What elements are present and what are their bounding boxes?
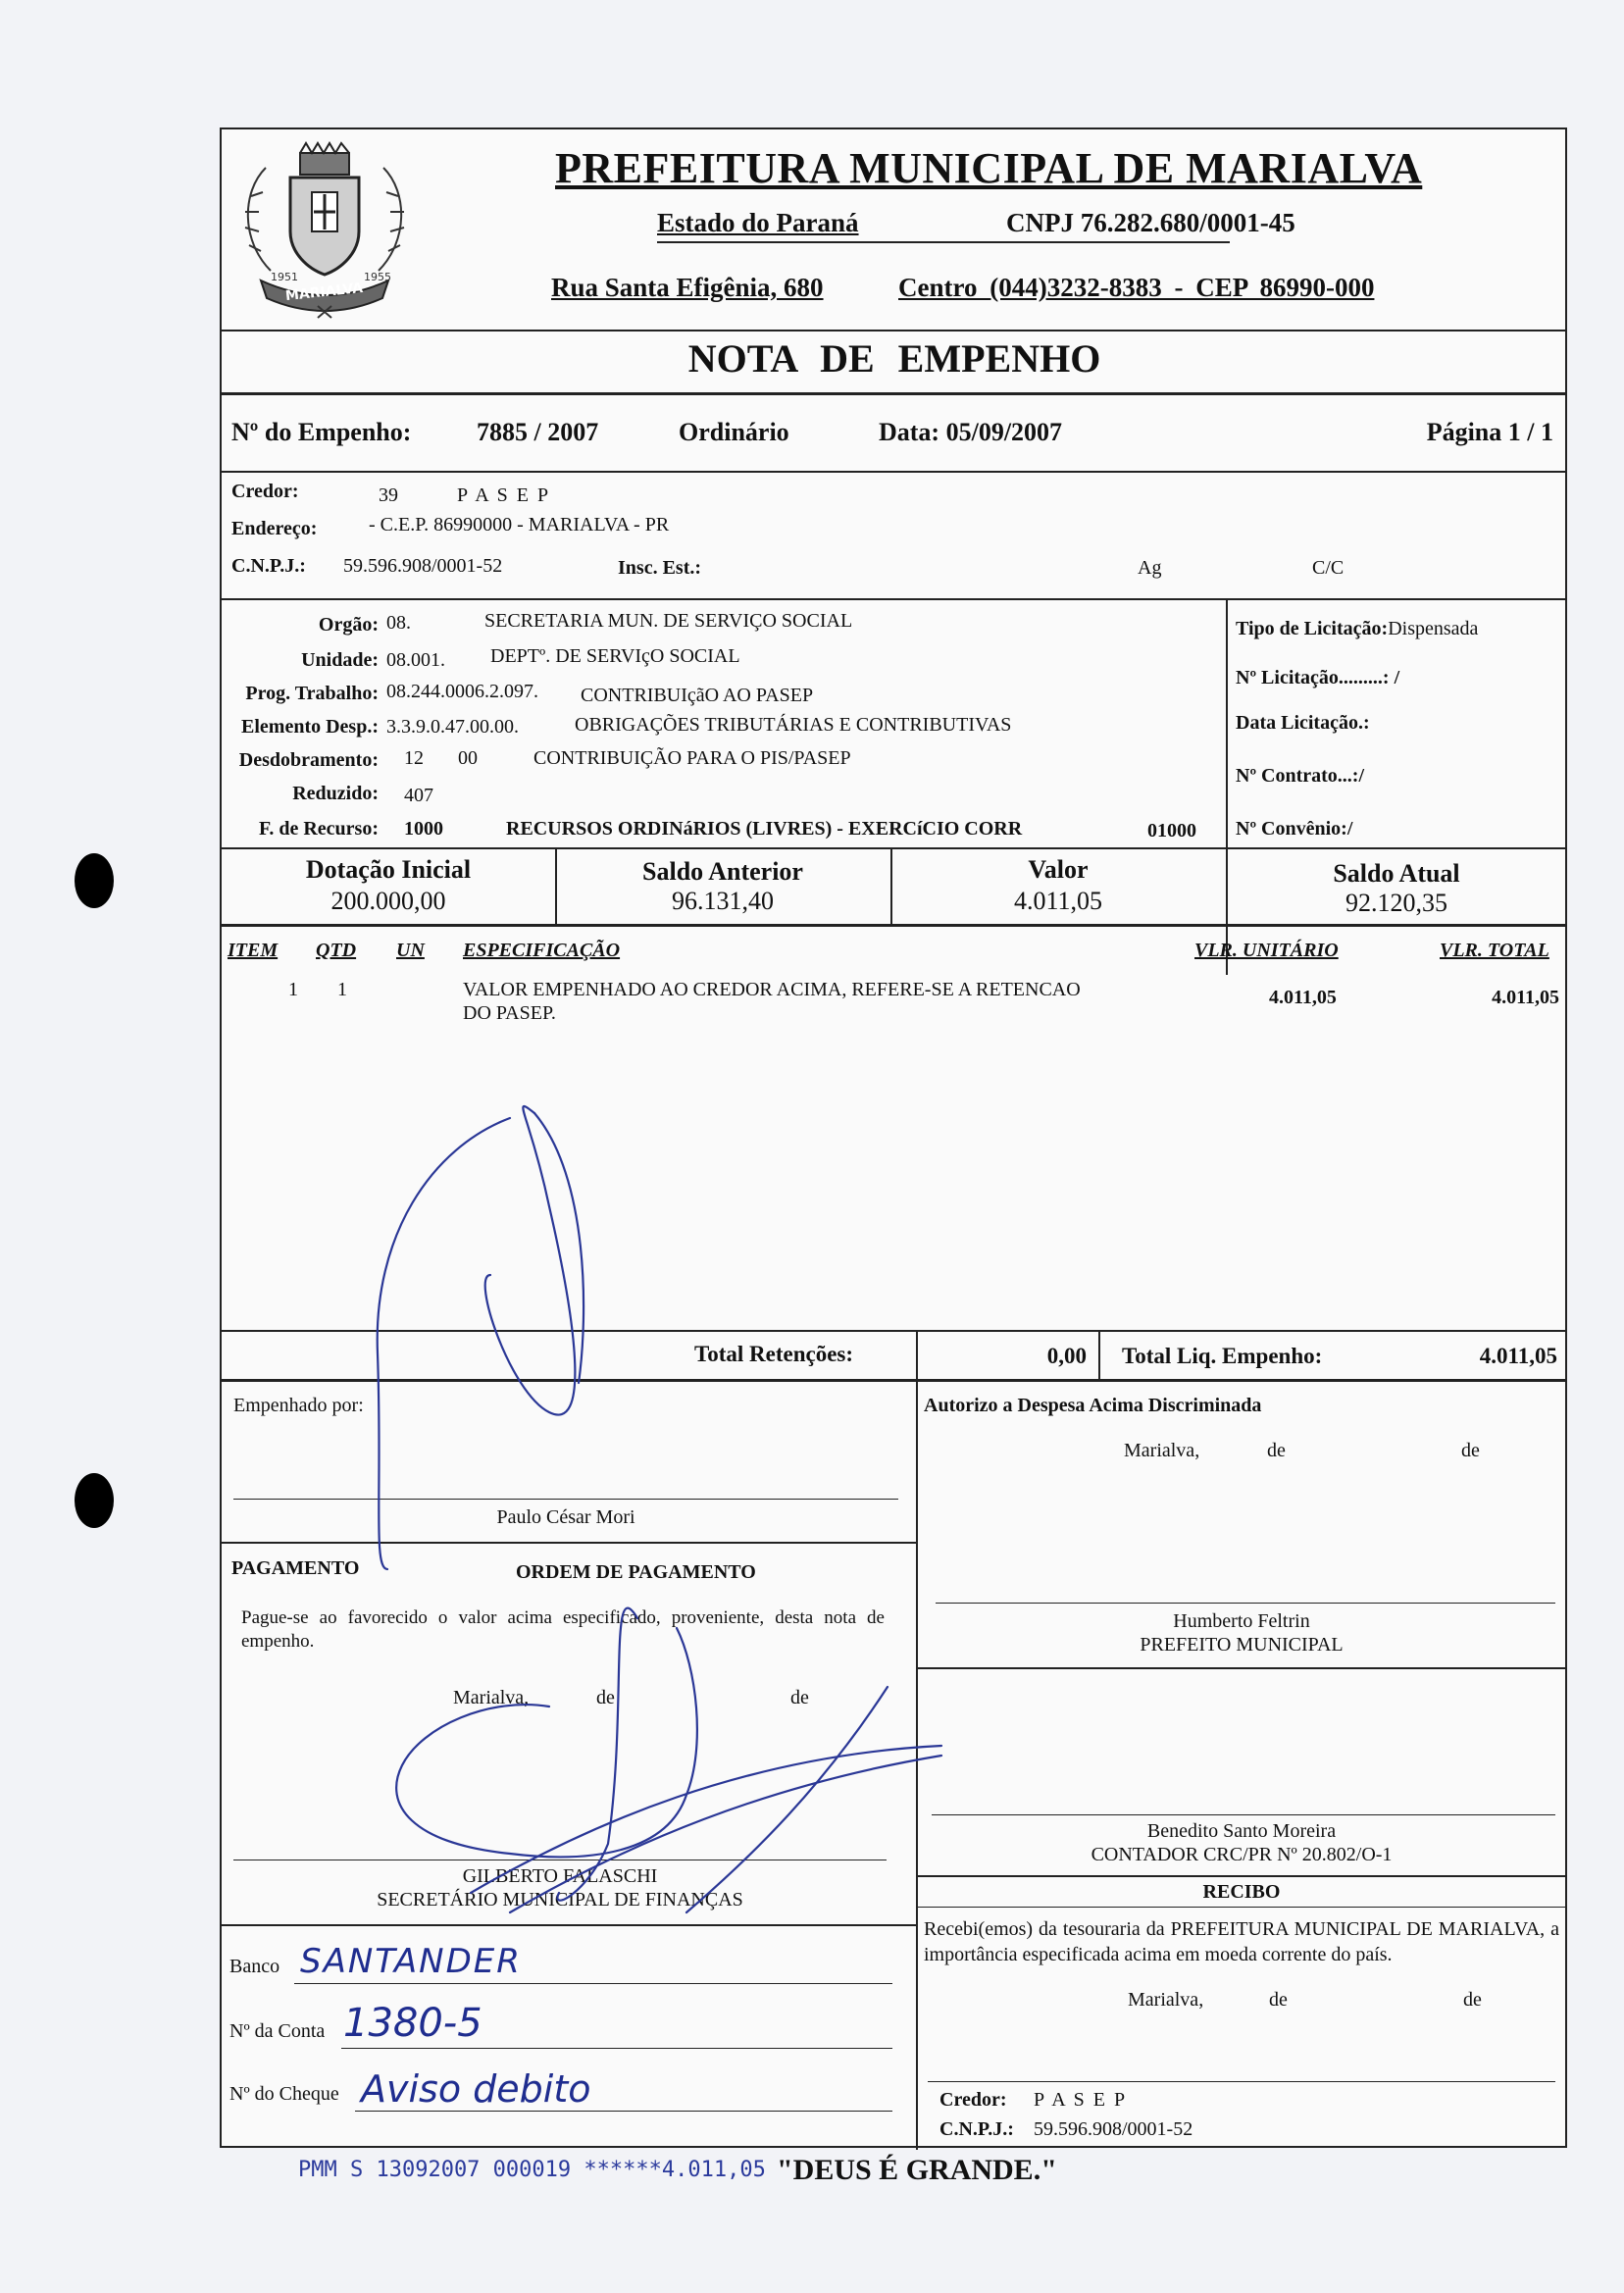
conta-handwritten: 1380-5 — [343, 2001, 482, 2046]
nota-de-empenho-document — [220, 127, 1567, 2148]
saldo-anterior-label: Saldo Anterior — [642, 857, 803, 886]
data-licitacao: Data Licitação.: — [1236, 712, 1370, 734]
elemento-desp-desc: OBRIGAÇÕES TRIBUTÁRIAS E CONTRIBUTIVAS — [575, 714, 1012, 736]
credor-name: P A S E P — [457, 484, 551, 506]
conta-line — [341, 2048, 892, 2049]
empenho-date: Data: 05/09/2007 — [879, 418, 1063, 446]
row-divider — [222, 392, 1567, 395]
insc-est-label: Insc. Est.: — [618, 557, 702, 579]
row-divider — [222, 1379, 1567, 1382]
recibo-city: Marialva, — [1128, 1989, 1204, 2011]
empenho-number: 7885 / 2007 — [477, 418, 599, 446]
vlr-unitario-header: VLR. UNITÁRIO — [1194, 940, 1339, 961]
row-divider — [222, 1924, 916, 1926]
desdobramento-code: 12 00 — [404, 747, 478, 769]
header-divider-line — [657, 241, 1230, 243]
autorizo-signature-line — [936, 1603, 1555, 1604]
reduzido-label: Reduzido: — [292, 783, 379, 804]
row-divider — [222, 1330, 1567, 1332]
col-divider — [1098, 1330, 1100, 1379]
elemento-desp-label: Elemento Desp.: — [241, 716, 379, 738]
dotacao-inicial-value: 200.000,00 — [330, 887, 446, 915]
cnpj-value: 59.596.908/0001-52 — [343, 555, 503, 577]
total-liq-label: Total Liq. Empenho: — [1122, 1344, 1323, 1368]
unidade-label: Unidade: — [301, 649, 379, 671]
svg-text:MARIALVA: MARIALVA — [284, 280, 364, 305]
col-divider — [1226, 598, 1228, 975]
header-address: Rua Santa Efigênia, 680 — [551, 273, 824, 302]
header-cnpj: CNPJ 76.282.680/0001-45 — [1006, 208, 1295, 237]
empenhado-name: Paulo César Mori — [496, 1506, 635, 1528]
recibo-title: RECIBO — [1202, 1881, 1281, 1903]
autorizo-city: Marialva, — [1124, 1440, 1200, 1461]
recibo-de-1: de — [1269, 1989, 1288, 2011]
conta-label: Nº da Conta — [229, 2020, 326, 2042]
tipo-licitacao-label — [1236, 618, 1478, 640]
tipo-licitacao-label-text: Tipo de Licitação: — [1236, 618, 1389, 639]
orgao-code: 08. — [386, 612, 411, 634]
pagamento-city: Marialva, — [453, 1687, 530, 1708]
contador-signature-line — [932, 1814, 1555, 1815]
recibo-cnpj-label: C.N.P.J.: — [939, 2118, 1014, 2140]
endereco-label: Endereço: — [231, 518, 318, 539]
autorizo-de-2: de — [1461, 1440, 1480, 1461]
elemento-desp-code: 3.3.9.0.47.00.00. — [386, 716, 519, 738]
numero-convenio: Nº Convênio:/ — [1236, 818, 1353, 840]
valor-value: 4.011,05 — [1013, 887, 1103, 915]
unidade-code: 08.001. — [386, 649, 445, 671]
row-divider — [916, 1907, 1567, 1908]
credor-code: 39 — [379, 484, 398, 506]
banco-handwritten: SANTANDER — [300, 1942, 522, 1981]
cc-label: C/C — [1312, 557, 1345, 579]
prog-trabalho-desc: CONTRIBUIçãO AO PASEP — [581, 685, 814, 706]
row-divider — [222, 847, 1567, 849]
contador-role: CONTADOR CRC/PR Nº 20.802/O-1 — [1091, 1844, 1393, 1865]
banco-line — [294, 1983, 892, 1984]
cheque-label: Nº do Cheque — [229, 2083, 339, 2105]
tipo-licitacao-value: Dispensada — [1388, 618, 1479, 639]
row-divider — [222, 1542, 916, 1544]
prog-trabalho-code: 08.244.0006.2.097. — [386, 681, 538, 702]
desdobramento-desc: CONTRIBUIÇÃO PARA O PIS/PASEP — [533, 747, 851, 769]
row-divider — [222, 924, 1567, 927]
empenho-label: Nº do Empenho: — [231, 418, 412, 446]
contador-name: Benedito Santo Moreira — [1146, 1820, 1337, 1842]
header-contact: Centro (044)3232-8383 - CEP 86990-000 — [898, 273, 1375, 302]
col-divider — [916, 1379, 918, 2150]
recibo-credor-label: Credor: — [939, 2089, 1007, 2111]
header-title: PREFEITURA MUNICIPAL DE MARIALVA — [555, 144, 1423, 192]
recurso-label: F. de Recurso: — [258, 818, 379, 840]
recibo-signature-line — [928, 2081, 1555, 2082]
recurso-number: 01000 — [1147, 820, 1196, 841]
item-qtd: 1 — [337, 979, 347, 1000]
recibo-credor-value: P A S E P — [1034, 2089, 1128, 2111]
footer-motto: "DEUS É GRANDE." — [777, 2154, 1057, 2186]
row-divider — [916, 1667, 1567, 1669]
ordem-pagamento-title: ORDEM DE PAGAMENTO — [516, 1561, 756, 1583]
valor-label: Valor — [1028, 855, 1089, 884]
row-divider — [222, 471, 1567, 473]
total-liq-value: 4.011,05 — [1479, 1344, 1557, 1368]
recurso-code: 1000 — [404, 818, 443, 840]
autorizo-label: Autorizo a Despesa Acima Discriminada — [924, 1395, 1262, 1416]
prog-trabalho-label: Prog. Trabalho: — [245, 683, 379, 704]
orgao-label: Orgão: — [318, 614, 379, 636]
numero-contrato: Nº Contrato...:/ — [1236, 765, 1365, 787]
pagamento-name: GILBERTO FALASCHI — [462, 1865, 658, 1887]
autorizo-role: PREFEITO MUNICIPAL — [1140, 1634, 1344, 1656]
punch-hole-bottom — [75, 1473, 114, 1528]
numero-licitacao: Nº Licitação.........: / — [1236, 667, 1400, 688]
unidade-desc: DEPTº. DE SERVIçO SOCIAL — [490, 645, 740, 667]
row-divider — [222, 598, 1567, 600]
empenho-type: Ordinário — [679, 418, 789, 446]
saldo-anterior-value: 96.131,40 — [672, 887, 774, 915]
credor-label: Credor: — [231, 481, 299, 502]
cheque-line — [355, 2111, 892, 2112]
saldo-atual-label: Saldo Atual — [1333, 859, 1460, 888]
row-divider — [222, 330, 1567, 331]
especificacao-header: ESPECIFICAÇÃO — [463, 940, 621, 961]
un-header: UN — [396, 940, 425, 961]
item-number: 1 — [288, 979, 298, 1000]
pagamento-label: PAGAMENTO — [231, 1557, 360, 1579]
total-retencoes-value: 0,00 — [1046, 1344, 1087, 1368]
municipal-crest — [231, 133, 418, 320]
orgao-desc: SECRETARIA MUN. DE SERVIÇO SOCIAL — [484, 610, 853, 632]
header-state: Estado do Paraná — [657, 208, 859, 237]
ag-label: Ag — [1138, 557, 1162, 579]
cheque-handwritten: Aviso debito — [361, 2067, 591, 2111]
cnpj-label: C.N.P.J.: — [231, 555, 306, 577]
item-espec-line1: VALOR EMPENHADO AO CREDOR ACIMA, REFERE-SE A RETENCAO — [463, 979, 1081, 1000]
pagamento-de-2: de — [790, 1687, 809, 1708]
recibo-de-2: de — [1463, 1989, 1482, 2011]
punch-hole-top — [75, 853, 114, 908]
item-espec-line2: DO PASEP. — [463, 1002, 556, 1024]
row-divider — [916, 1875, 1567, 1877]
page-number: Página 1 / 1 — [1426, 418, 1553, 446]
item-unit-value: 4.011,05 — [1269, 987, 1337, 1008]
recurso-desc: RECURSOS ORDINáRIOS (LIVRES) - EXERCíCIO CORR — [506, 818, 1023, 840]
total-retencoes-label: Total Retenções: — [694, 1342, 854, 1366]
recibo-text: Recebi(emos) da tesouraria da PREFEITURA MUNICIPAL DE MARIALVA, a importância especificada acima em moeda corrente do país. — [924, 1918, 1559, 1965]
banco-label: Banco — [229, 1956, 280, 1977]
document-title: NOTA DE EMPENHO — [687, 336, 1101, 381]
empenhado-signature-line — [233, 1499, 898, 1500]
footer-code: PMM S 13092007 000019 ******4.011,05 — [298, 2158, 766, 2182]
crest-icon — [231, 133, 418, 320]
autorizo-name: Humberto Feltrin — [1173, 1610, 1310, 1632]
autorizo-de-1: de — [1267, 1440, 1286, 1461]
pagamento-role: SECRETÁRIO MUNICIPAL DE FINANÇAS — [377, 1889, 743, 1911]
vlr-total-header: VLR. TOTAL — [1440, 940, 1549, 961]
endereco-value: - C.E.P. 86990000 - MARIALVA - PR — [369, 514, 670, 535]
item-header: ITEM — [228, 940, 279, 961]
reduzido-code: 407 — [404, 785, 433, 806]
saldo-atual-value: 92.120,35 — [1345, 889, 1447, 917]
qtd-header: QTD — [316, 940, 357, 961]
item-total-value: 4.011,05 — [1492, 987, 1559, 1008]
pagamento-text: Pague-se ao favorecido o valor acima especificado, proveniente, desta nota de empenho. — [241, 1607, 885, 1652]
dotacao-inicial-label: Dotação Inicial — [305, 855, 472, 884]
desdobramento-label: Desdobramento: — [238, 749, 379, 771]
empenhado-label: Empenhado por: — [233, 1395, 364, 1416]
svg-text:1951: 1951 — [271, 271, 298, 283]
svg-text:1955: 1955 — [364, 271, 391, 283]
recibo-cnpj-value: 59.596.908/0001-52 — [1034, 2118, 1193, 2140]
pagamento-de-1: de — [596, 1687, 615, 1708]
